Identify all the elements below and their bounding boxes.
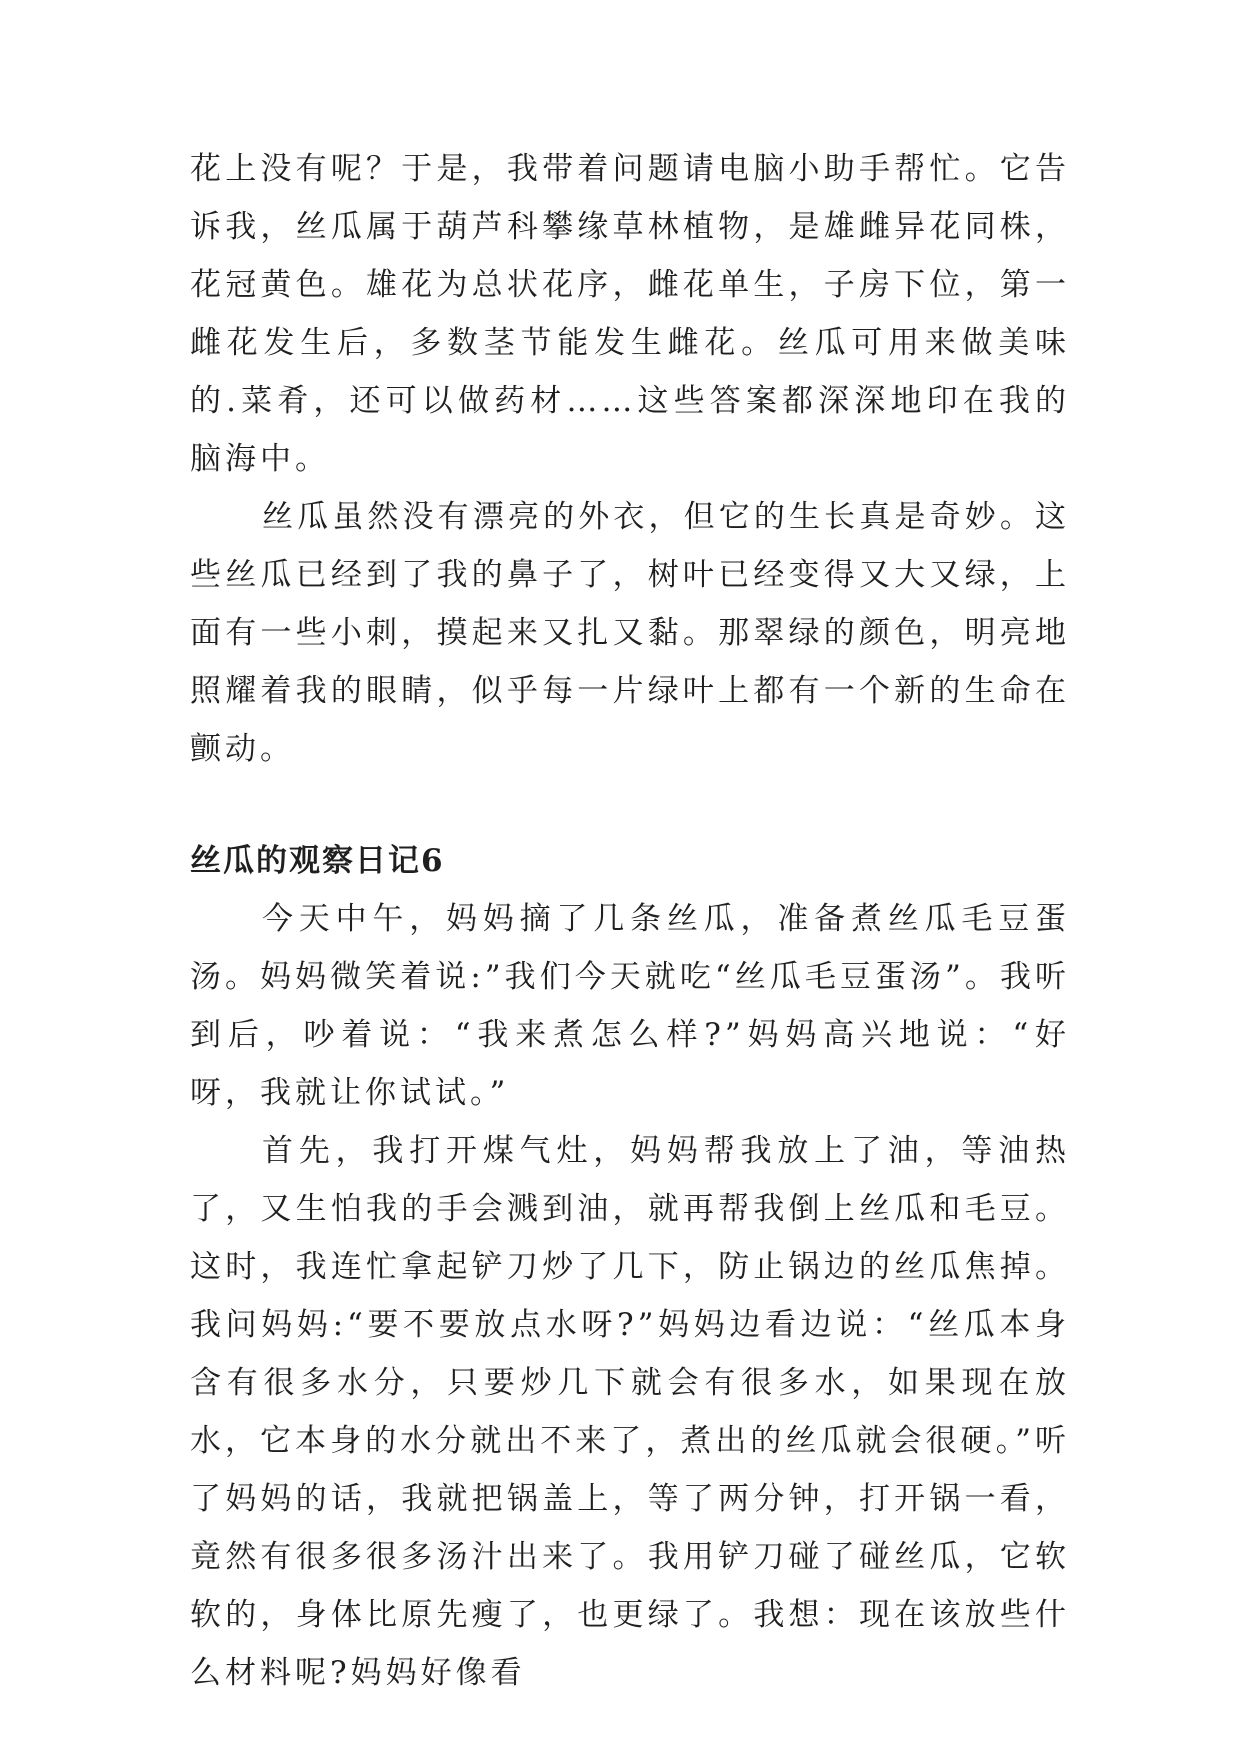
paragraph-luffa-appearance: 丝瓜虽然没有漂亮的外衣，但它的生长真是奇妙。这些丝瓜已经到了我的鼻子了，树叶已经变得又大又绿，上面有一些小刺，摸起来又扎又黏。那翠绿的颜色，明亮地照耀着我的眼睛，似乎每一片绿叶上都有一个新的生命在颤动。 bbox=[190, 499, 1070, 767]
paragraph-continuation: 花上没有呢？于是，我带着问题请电脑小助手帮忙。它告诉我，丝瓜属于葫芦科攀缘草林植物，是雄雌异花同株，花冠黄色。雄花为总状花序，雌花单生，子房下位，第一雌花发生后，多数茎节能发生雌花。丝瓜可用来做美味的.菜肴，还可以做药材……这些答案都深深地印在我的脑海中。 bbox=[190, 151, 1070, 477]
section-title: 丝瓜的观察日记6 bbox=[190, 843, 445, 879]
paragraph-cooking-steps: 首先，我打开煤气灶，妈妈帮我放上了油，等油热了，又生怕我的手会溅到油，就再帮我倒上丝瓜和毛豆。这时，我连忙拿起铲刀炒了几下，防止锅边的丝瓜焦掉。我问妈妈:“要不要放点水呀?”妈妈边看边说：“丝瓜本身含有很多水分，只要炒几下就会有很多水，如果现在放水，它本身的水分就出不来了，煮出的丝瓜就会很硬。”听了妈妈的话，我就把锅盖上，等了两分钟，打开锅一看，竟然有很多很多汤汁出来了。我用铲刀碰了碰丝瓜，它软软的，身体比原先瘦了，也更绿了。我想：现在该放些什么材料呢?妈妈好像看 bbox=[190, 1133, 1070, 1691]
paragraph-lunch-soup: 今天中午，妈妈摘了几条丝瓜，准备煮丝瓜毛豆蛋汤。妈妈微笑着说:”我们今天就吃“丝瓜毛豆蛋汤”。我听到后，吵着说：“我来煮怎么样?”妈妈高兴地说：“好呀，我就让你试试。” bbox=[190, 901, 1070, 1111]
document-body bbox=[190, 140, 1070, 1702]
